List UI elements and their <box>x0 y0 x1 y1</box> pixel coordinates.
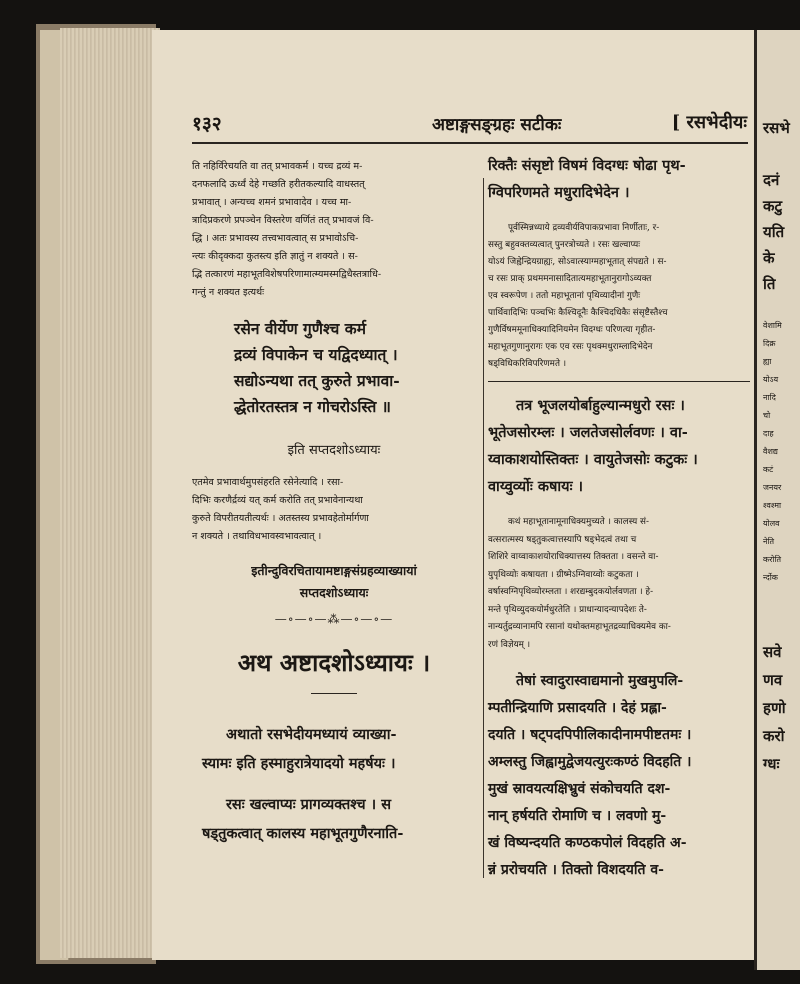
facing-text-fragment: करोति <box>763 555 782 564</box>
chapter-heading: अथ अष्टादशोऽध्यायः । <box>237 648 431 677</box>
text-line: पूर्वस्मिन्नध्याये द्रव्यवीर्यविपाकप्रभावा निर्णीताः, र- <box>508 223 660 233</box>
verse-line: रसेन वीर्येण गुणैश्च कर्म <box>234 319 366 338</box>
facing-text-fragment: रसभे <box>763 119 790 137</box>
verse-line: अम्लस्तु जिह्वामुद्वेजयत्युरःकण्ठं विदहति । <box>488 754 692 770</box>
verse-line: न्नं प्ररोचयति । तिक्तो विशदयति व- <box>488 862 664 878</box>
text-line: पार्थिवादिभिः पञ्चभिः कैश्चिदूनैः कैश्चिदधिकैः संसृष्टैस्तैश्च <box>488 308 668 318</box>
facing-text-fragment: ति <box>763 275 776 293</box>
page-stack-edges <box>60 28 160 958</box>
text-line: कथं महाभूतानामूनाधिक्यमुच्यते । कालस्य सं- <box>508 517 649 527</box>
facing-text-fragment: हणो <box>763 699 786 717</box>
verse-block <box>488 668 750 884</box>
facing-text-fragment: वेशामि <box>763 321 782 330</box>
text-line: मन्ते पृथिव्युदकयोर्मधुरतेति । प्राधान्यादन्यापदेशः ते- <box>488 604 647 615</box>
verse-line: दयति । षट्पदपिपीलिकादीनामपीष्टतमः । <box>488 727 692 743</box>
verse-line: द्रव्यं विपाकेन च यद्विदध्यात् । <box>234 345 398 364</box>
facing-text-fragment: करो <box>763 727 785 745</box>
verse-line: तत्र भूजलयोर्बाहुल्यान्मधुरो रसः । <box>516 397 685 414</box>
facing-page <box>754 30 800 970</box>
text-line: दिभिः करणैर्द्रव्यं यत् कर्म करोति तत् प्रभावेनान्यथा <box>192 495 363 506</box>
text-line: न्त्यः कीदृक्कदा कुतस्त्य इति ज्ञातुं न शक्यते । स- <box>192 251 358 262</box>
facing-text-fragment: योऽय <box>763 375 779 384</box>
page-number: १३२ <box>192 113 222 135</box>
text-line: षड्विधिकरिविपरिणमते । <box>488 359 567 369</box>
text-line: द्धि । अतः प्रभावस्य तत्त्वभावत्वात् स प्रभावोऽचि- <box>192 233 359 244</box>
facing-text-fragment: दाह <box>763 429 774 438</box>
text-line: कुरुते विपरीतयतीत्यर्थः । अतस्तस्य प्रभावहेतोर्मार्गणा <box>192 513 369 524</box>
page-header <box>192 110 747 140</box>
header-rule <box>192 142 748 144</box>
verse-line: रसः खल्वाप्यः प्रागव्यक्तश्च । स <box>226 796 392 813</box>
verse-line: म्पतीन्द्रियाणि प्रसादयति । देहं प्रह्ला- <box>488 700 667 716</box>
facing-text-fragment: नेति <box>763 537 775 546</box>
left-column <box>192 158 476 848</box>
column-divider <box>483 178 484 878</box>
verse-line: रिक्तैः संसृष्टो विषमं विदग्धः षोढा पृथ- <box>488 157 686 174</box>
facing-text-fragment: श्वश्मा <box>763 501 782 510</box>
colophon-line: इतीन्दुविरचितायामष्टाङ्गसंग्रहव्याख्यायां <box>251 563 417 578</box>
verse-block <box>192 316 476 420</box>
section-rule <box>488 381 750 382</box>
verse-line: सद्योऽन्यथा तत् कुरुते प्रभावा- <box>234 371 400 390</box>
right-column <box>488 152 750 884</box>
commentary-block <box>488 220 750 373</box>
verse-line: स्यामः इति हस्माहुरात्रेयादयो महर्षयः । <box>202 755 396 772</box>
section-title: [ रसभेदीयः <box>671 112 747 133</box>
text-line: गन्तुं न शक्यत इत्यर्थः <box>192 287 265 298</box>
facing-text-fragment: वैशद्य <box>763 447 778 456</box>
text-line: वत्सरात्मस्य षड्तुकत्वात्तस्यापि षड्भेदत्वं तथा च <box>488 534 637 545</box>
colophon-line: सप्तदशोऽध्यायः <box>299 585 369 600</box>
commentary-block <box>488 514 750 654</box>
text-line: युपृथिव्योः कषायता । ग्रीष्मेऽग्निवाय्वोः कटुकता । <box>488 569 639 580</box>
facing-text-fragment: दनं <box>763 171 780 189</box>
verse-line: य्वाकाशयोस्तिक्तः । वायुतेजसोः कटुकः । <box>488 451 698 468</box>
running-title: अष्टाङ्गसङ्ग्रहः सटीकः <box>432 115 562 135</box>
facing-text-fragment: योलव <box>763 519 780 528</box>
facing-text-fragment: ह्या <box>763 357 772 366</box>
text-line: गुणैर्विषममूनाधिक्यादिनियमेन विदग्धः परिणत्या गृहीत- <box>488 325 656 335</box>
verse-line: खं विष्यन्दयति कण्ठकपोलं विदहति अ- <box>488 835 687 851</box>
text-line: न शक्यते । तथाविधभावस्वभावत्वात् । <box>192 531 322 542</box>
text-line: एतमेव प्रभावार्थमुपसंहरति रसेनेत्यादि । रसा- <box>192 477 344 488</box>
text-line: दनफलादि ऊर्ध्वं देहे गच्छति हरीतकल्यादि वाधस्तत् <box>192 179 365 190</box>
facing-text-fragment: जनयर <box>763 483 782 492</box>
facing-text-fragment: कटं <box>763 465 774 474</box>
chapter-end-note: इति सप्तदशोऽध्यायः <box>287 443 381 458</box>
verse-block <box>192 720 476 848</box>
text-line: वर्षास्वग्निपृथिव्योरम्लता । शरद्यम्बुदकयोर्लवणता । हे- <box>488 587 654 597</box>
text-line: च रसः प्राक् प्रथममनासादितात्यमहाभूतानुरागोऽव्यक्त <box>488 274 652 284</box>
facing-text-fragment: चो <box>763 411 771 420</box>
verse-line: मुखं स्रावयत्यक्षिभ्रुवं संकोचयति दश- <box>488 781 671 797</box>
facing-text-fragment: दिक्र <box>763 339 776 348</box>
text-line: प्रभावात् । अन्यच्च शमनं प्रभावादेव । यच्च मा- <box>192 197 352 208</box>
text-line: द्भि तत्कारणं महाभूतविशेषपरिणामात्म्यमस्मद्विधैस्तत्राधि- <box>192 269 382 280</box>
facing-text-fragment: नादि <box>763 393 776 402</box>
text-line: ति नहिर्विरेचयति वा तत् प्रभावकर्म । यच्च द्रव्यं म- <box>192 161 363 172</box>
facing-text-fragment: णव <box>763 671 783 689</box>
verse-block <box>488 152 750 206</box>
facing-text-fragment: के <box>763 249 775 267</box>
text-line: महाभूतगुणानुरागः एक एव रसः पृथक्मधुराम्लादिभेदेन <box>488 342 653 352</box>
facing-text-fragment: यति <box>763 223 785 241</box>
commentary-block <box>192 158 476 302</box>
verse-line: भूतेजसोरम्लः । जलतेजसोर्लवणः । वा- <box>488 424 688 441</box>
verse-line: अथातो रसभेदीयमध्यायं व्याख्या- <box>226 726 397 743</box>
text-line: योऽयं जिह्वेन्द्रियग्राह्यः, सोऽवात्स्याग्महाभूतात् संपद्यते । स- <box>488 257 667 267</box>
facing-text-fragment: ग्धः <box>763 755 780 773</box>
text-line: शिशिरे वाय्वाकाशयोराधिक्यात्तस्य तिक्तता । वसन्ते वा- <box>488 552 659 562</box>
text-line: एव स्वरूपेण । ततो महाभूतानां पृथिव्यादीनां गुणैः <box>488 291 641 301</box>
book-page <box>152 30 754 960</box>
facing-text-fragment: सवे <box>763 643 782 661</box>
verse-line: षड्तुकत्वात् कालस्य महाभूतगुणैरनाति- <box>202 825 404 842</box>
commentary-block <box>192 474 476 546</box>
verse-block <box>488 392 750 500</box>
ornamental-divider: —∘—∘—⁂—∘—∘— <box>274 612 394 626</box>
text-line: त्रादिप्रकरणे प्रपञ्चेन विस्तरेण वर्णितं तत् प्रभावजं वि- <box>192 215 374 226</box>
verse-line: तेषां स्वादुरास्वाद्यमानो मुखमुपलि- <box>516 673 684 689</box>
verse-line: ग्विपरिणमते मधुरादिभेदेन । <box>488 184 630 201</box>
facing-text-fragment: र्न्दोक <box>763 573 778 582</box>
verse-line: वाय्वुर्व्योः कषायः । <box>488 478 584 495</box>
colophon <box>192 560 476 604</box>
verse-line: द्धेतोरतस्तत्र न गोचरोऽस्ति ॥ <box>234 397 391 416</box>
text-line: रणं विज्ञेयम् । <box>488 639 531 650</box>
facing-text-fragment: कटु <box>763 197 783 215</box>
verse-line: नान् हर्षयति रोमाणि च । लवणो मु- <box>488 808 667 824</box>
text-line: नान्यर्तुद्रव्यानामपि रसानां यथोक्तमहाभूतद्रव्याधिक्यमेव का- <box>488 622 671 632</box>
text-line: सस्तु बहुवक्तव्यत्वात् पुनरत्रोच्यते । रसः खल्वाप्यः <box>488 240 641 250</box>
heading-rule <box>311 693 357 694</box>
